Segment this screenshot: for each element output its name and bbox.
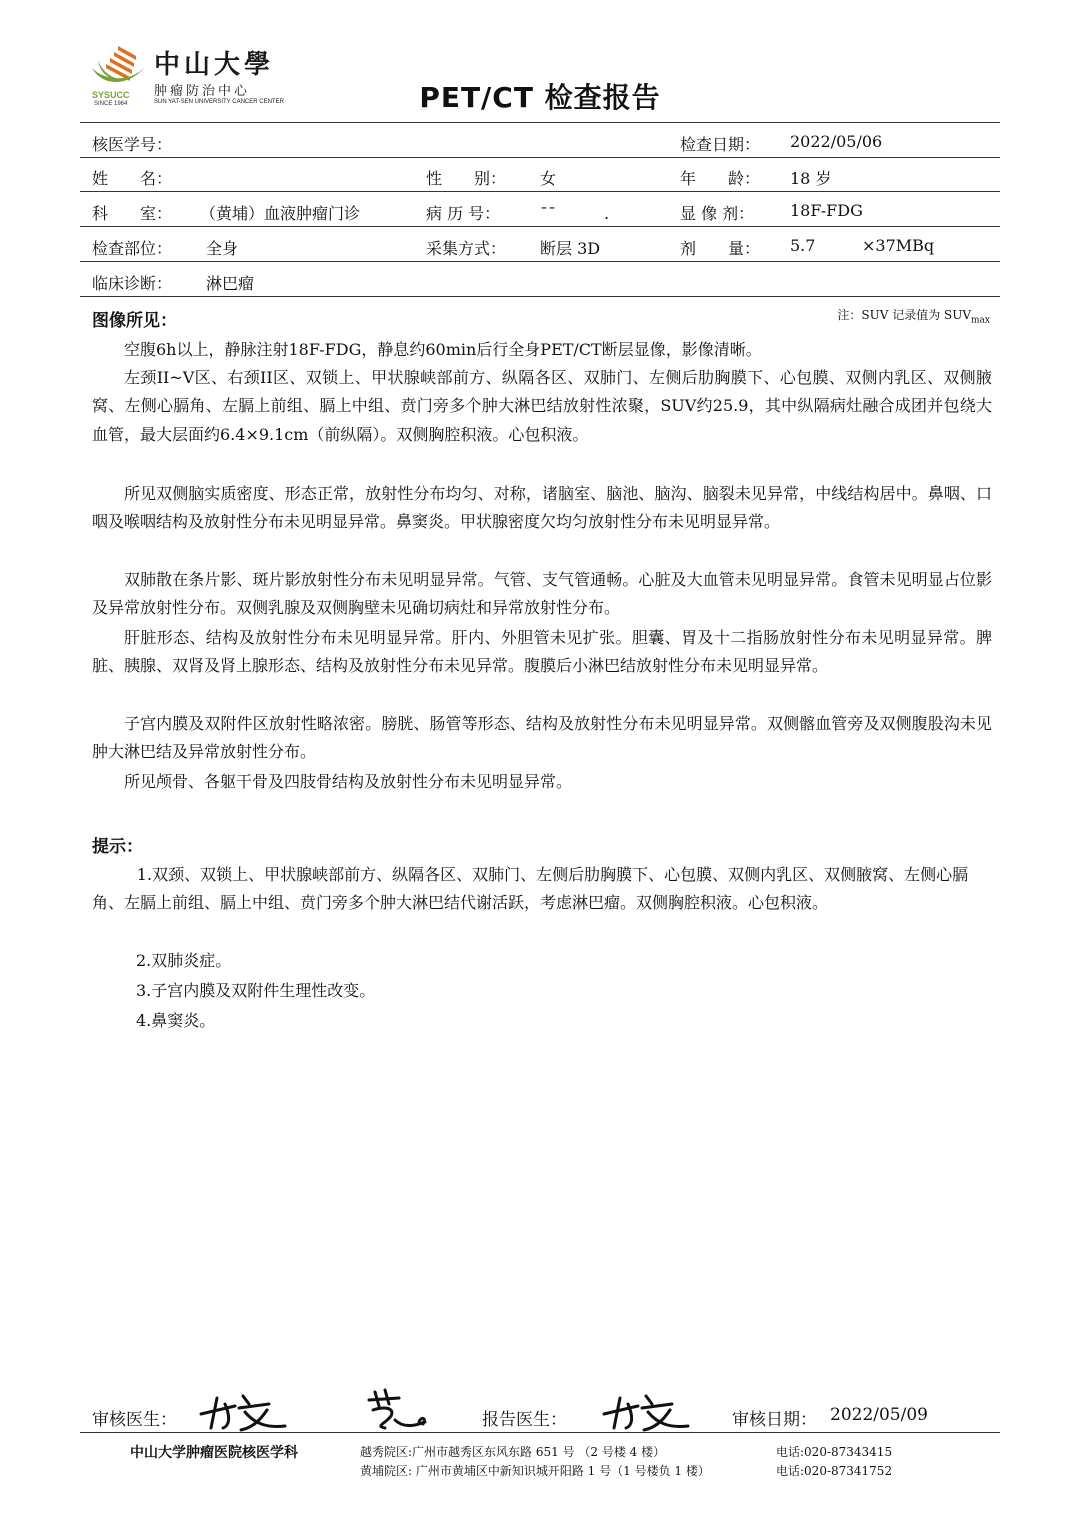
clinical-diagnosis-value: 淋巴瘤 — [206, 274, 255, 293]
suv-note — [837, 306, 990, 325]
reporter-label: 报告医生： — [482, 1410, 567, 1430]
record-no-label: 病 历 号： — [426, 204, 501, 223]
info-row-2 — [80, 157, 1000, 192]
info-row-4 — [80, 227, 1000, 262]
findings-paragraph: 所见双侧脑实质密度、形态正常，放射性分布均匀、对称，诸脑室、脑池、脑沟、脑裂未见异常，中线结构居中。鼻咽、口咽及喉咽结构及放射性分布未见明显异常。鼻窦炎。甲状腺密度欠均匀放射性分布未见明显异常。 — [92, 484, 992, 532]
findings-paragraph: 肝脏形态、结构及放射性分布未见明显异常。肝内、外胆管未见扩张。胆囊、胃及十二指肠放射性分布未见明显异常。脾脏、胰腺、双肾及肾上腺形态、结构及放射性分布未见异常。腹膜后小淋巴结放射性分布未见明显异常。 — [92, 628, 992, 676]
imaging-agent-label: 显 像 剂： — [680, 204, 755, 223]
dose-unit: ×37MBq — [862, 236, 935, 255]
info-row-1 — [80, 122, 1000, 158]
findings-paragraph: 空腹6h以上，静脉注射18F-FDG，静息约60min后行全身PET/CT断层显像，影像清晰。 — [124, 340, 762, 359]
report-title: PET/CT 检查报告 — [419, 81, 661, 114]
tip-item: 3.子宫内膜及双附件生理性改变。 — [136, 981, 376, 1000]
footer-divider — [80, 1432, 1000, 1433]
clinical-diagnosis-label: 临床诊断： — [92, 274, 173, 293]
acquisition-mode-value: 断层 3D — [540, 239, 601, 258]
address-huangpu: 黄埔院区: 广州市黄埔区中新知识城开阳路 1 号（1 号楼负 1 楼） — [360, 1464, 710, 1478]
sex-value: 女 — [540, 169, 557, 188]
department-name: 中山大学肿瘤医院核医学科 — [130, 1445, 298, 1461]
reporter-signature-icon — [598, 1384, 698, 1434]
sex-label: 性 别： — [426, 169, 507, 188]
findings-paragraph: 左颈II~V区、右颈II区、双锁上、甲状腺峡部前方、纵隔各区、双肺门、左侧后肋胸膜下、心包膜、双侧内乳区、双侧腋窝、左侧心膈角、左膈上前组、膈上中组、贲门旁多个肿大淋巴结放射性浓聚，SUV约25.9，其中纵隔病灶融合成团并包绕大血管，最大层面约6.4×9.1cm（前纵隔）。双侧胸腔积液。心包积液。 — [92, 368, 992, 444]
logo-abbreviation: SYSUCC — [92, 90, 130, 100]
age-value: 18 岁 — [790, 169, 832, 188]
exam-date-value: 2022/05/06 — [790, 132, 883, 151]
findings-paragraph: 双肺散在条片影、斑片影放射性分布未见明显异常。气管、支气管通畅。心脏及大血管未见明显异常。食管未见明显占位影及异常放射性分布。双侧乳腺及双侧胸壁未见确切病灶和异常放射性分布。 — [92, 570, 992, 618]
address-yuexiu: 越秀院区:广州市越秀区东风东路 651 号 （2 号楼 4 楼） — [360, 1445, 666, 1459]
info-row-3 — [80, 192, 1000, 227]
tips-heading: 提示： — [92, 837, 143, 857]
suv-note-subscript: max — [971, 315, 990, 326]
imaging-agent-value: 18F-FDG — [790, 201, 863, 220]
reviewer-label: 审核医生： — [92, 1410, 177, 1430]
phone-huangpu: 电话:020-87341752 — [776, 1464, 893, 1478]
review-date-label: 审核日期： — [732, 1410, 817, 1430]
findings-paragraph: 所见颅骨、各躯干骨及四肢骨结构及放射性分布未见明显异常。 — [124, 772, 573, 791]
info-row-5 — [80, 262, 1000, 297]
findings-heading: 图像所见： — [92, 311, 177, 331]
logo-university-name: 中山大學 — [154, 50, 275, 80]
age-label: 年 龄： — [680, 169, 761, 188]
logo-since: SINCE 1964 — [94, 101, 128, 107]
exam-date-label: 检查日期： — [680, 135, 761, 154]
department-label: 科 室： — [92, 204, 173, 223]
name-label: 姓 名： — [92, 169, 173, 188]
dose-label: 剂 量： — [680, 239, 761, 258]
tip-item: 2.双肺炎症。 — [136, 951, 232, 970]
tip-item: 4.鼻窦炎。 — [136, 1011, 216, 1030]
reviewer-signature-icon — [195, 1384, 295, 1434]
reviewer-2-signature-icon — [355, 1384, 445, 1434]
department-value: （黄埔）血液肿瘤门诊 — [200, 204, 361, 223]
dose-value: 5.7 — [790, 236, 816, 255]
acquisition-mode-label: 采集方式： — [426, 239, 507, 258]
record-no-value: ˉˉ . — [540, 204, 610, 223]
findings-paragraph: 子宫内膜及双附件区放射性略浓密。膀胱、肠管等形态、结构及放射性分布未见明显异常。双侧髂血管旁及双侧腹股沟未见肿大淋巴结及异常放射性分布。 — [92, 714, 992, 762]
logo-center-name: 肿瘤防治中心 — [154, 84, 251, 99]
exam-part-value: 全身 — [206, 239, 239, 258]
phone-yuexiu: 电话:020-87343415 — [776, 1445, 893, 1459]
tip-item: 1.双颈、双锁上、甲状腺峡部前方、纵隔各区、双肺门、左侧后肋胸膜下、心包膜、双侧内乳区、双侧腋窝、左侧心膈角、左膈上前组、膈上中组、贲门旁多个肿大淋巴结代谢活跃，考虑淋巴瘤。双侧胸腔积液。心包积液。 — [92, 865, 969, 913]
nuclear-no-label: 核医学号： — [92, 135, 173, 154]
review-date-value: 2022/05/09 — [830, 1405, 928, 1425]
exam-part-label: 检查部位： — [92, 239, 173, 258]
logo-english-name: SUN YAT-SEN UNIVERSITY CANCER CENTER — [154, 99, 284, 105]
suv-note-text: 注：SUV 记录值为 SUV — [837, 308, 972, 322]
